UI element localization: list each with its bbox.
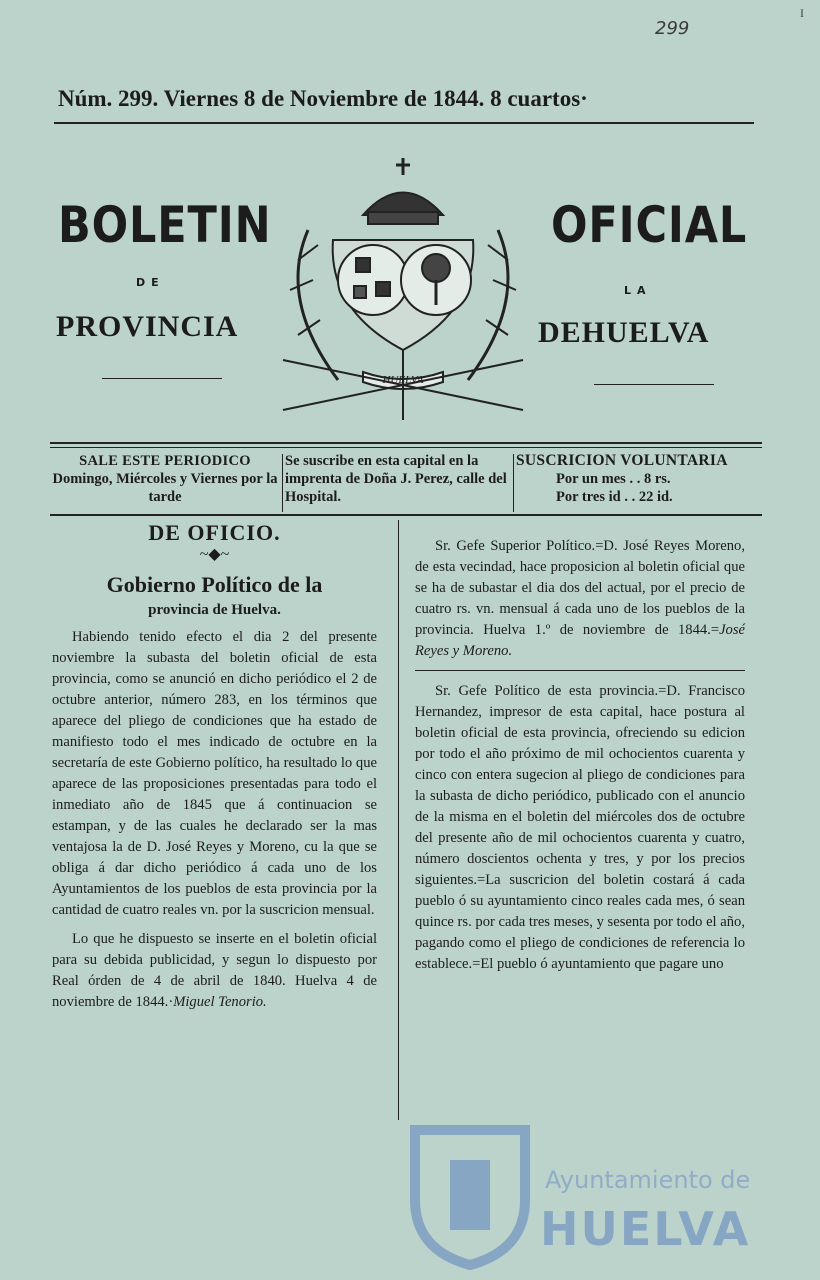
proposal-separator	[415, 670, 745, 671]
article-paragraph-1: Habiendo tenido efecto el dia 2 del presente noviembre la subasta del boletin oficial de esta provincia, como se anunció en dicho periódico el 2 de octubre anterior, número 283, en los términos que aparece del pliego de condiciones que ha estado de manifiesto todo el mes indicado de octubre en la secretaría de este Gobierno político, ha resultado lo que aparece de las proposiciones presentadas para todo el inmediato año de 1845 que á continuacion se estampan, y de las cuales he declarado ser la mas ventajosa la de D. José Reyes y Moreno, cu la que se obliga á dar dicho periódico á cada uno de los Ayuntamientos de los pueblos de esta provincia por la cantidad de cuatro reales vn. por la suscricion mensual.	[52, 629, 377, 918]
subscription-location-text: Se suscribe en esta capital en la imprenta de Doña J. Perez, calle del Hospital.	[285, 453, 507, 505]
right-column	[415, 536, 745, 983]
publication-days-column	[50, 452, 280, 514]
masthead-oficial: OFICIAL	[551, 196, 748, 254]
corner-mark: I	[800, 6, 804, 20]
watermark-line-2: HUELVA	[540, 1202, 751, 1256]
masthead-la: LA	[624, 284, 652, 297]
section-heading-de-oficio: DE OFICIO.	[148, 520, 281, 545]
proposal-hernandez: Sr. Gefe Político de esta provincia.=D. Francisco Hernandez, impresor de esta capital, hace postura al boletin oficial de esta provincia, ofreciendo su edicion por todo el año próximo de mil ochocientos cuarenta y cinco con entera sugecion al pliego de condiciones para la subasta de dicho periódico, publicado con el anuncio de la misma en el boletin del miércoles dos de octubre del presente año de mil ochocientos cuarenta y cuatro, número doscientos ochenta y tres, y por los precios siguientes.=La suscricion del boletin costará á cada pueblo ó su ayuntamiento cinco reales cada mes, ó sean quince rs. por cada tres meses, y sesenta por todo el año, pagando como el pliego de condiciones de referencia lo establece.=El pueblo ó ayuntamiento que pagare uno	[415, 683, 745, 972]
article-title: Gobierno Político de la	[106, 572, 323, 597]
masthead-bottom-rule-thin	[50, 447, 762, 448]
signature-miguel-tenorio: Miguel Tenorio.	[173, 994, 267, 1010]
masthead-left-rule	[102, 378, 222, 379]
publication-days-heading: SALE ESTE PERIODICO	[79, 453, 251, 469]
voluntary-subscription-heading: SUSCRICION VOLUNTARIA	[516, 452, 728, 469]
issue-header: Núm. 299. Viernes 8 de Noviembre de 1844. 8 cuartos·	[58, 86, 588, 111]
watermark-shield-icon	[405, 1120, 535, 1270]
masthead-provincia: PROVINCIA	[56, 310, 239, 343]
subscription-divider-2	[513, 454, 514, 512]
masthead-boletin: BOLETIN	[58, 196, 272, 254]
crest-ribbon-text: HUELVA	[382, 374, 424, 386]
publication-days-text: Domingo, Miércoles y Viernes por la tarde	[52, 471, 278, 505]
header-rule	[54, 122, 754, 124]
column-divider	[398, 520, 399, 1120]
flourish-ornament: ~◆~	[199, 546, 230, 563]
subscription-bottom-rule	[50, 514, 762, 516]
article-paragraph-2	[52, 929, 377, 1013]
masthead-de: DE	[136, 276, 165, 289]
masthead-dehuelva: DEHUELVA	[538, 316, 710, 349]
subscription-band	[50, 452, 760, 514]
watermark-line-1: Ayuntamiento de	[545, 1166, 751, 1194]
price-three-months: Por tres id . . 22 id.	[556, 489, 673, 505]
voluntary-subscription-column	[516, 452, 756, 514]
masthead-bottom-rule	[50, 442, 762, 444]
ayuntamiento-watermark	[405, 1120, 805, 1270]
article-subtitle: provincia de Huelva.	[148, 602, 281, 618]
coat-of-arms-crest	[268, 150, 538, 430]
subscription-divider-1	[282, 454, 283, 512]
price-one-month: Por un mes . . 8 rs.	[556, 471, 671, 487]
article-paragraph-2-text: Lo que he dispuesto se inserte en el boletin oficial para su debida publicidad, y segun lo dispuesto por Real órden de 4 de abril de 1840. Huelva 4 de noviembre de 1844.·	[52, 931, 377, 1010]
masthead-right-rule	[594, 384, 714, 385]
margin-handwritten-number: 299	[655, 18, 690, 39]
proposal-reyes-text: Sr. Gefe Superior Político.=D. José Reyes Moreno, de esta vecindad, hace proposicion al boletin oficial que se ha de subastar el dia dos del actual, por el precio de cuatro rs. vn. mensual á cada uno de los pueblos de la provincia. Huelva 1.º de noviembre de 1844.=	[415, 538, 745, 638]
proposal-reyes	[415, 536, 745, 662]
signature-jose-reyes: José Reyes y Moreno.	[415, 622, 745, 659]
left-column	[52, 520, 377, 1013]
